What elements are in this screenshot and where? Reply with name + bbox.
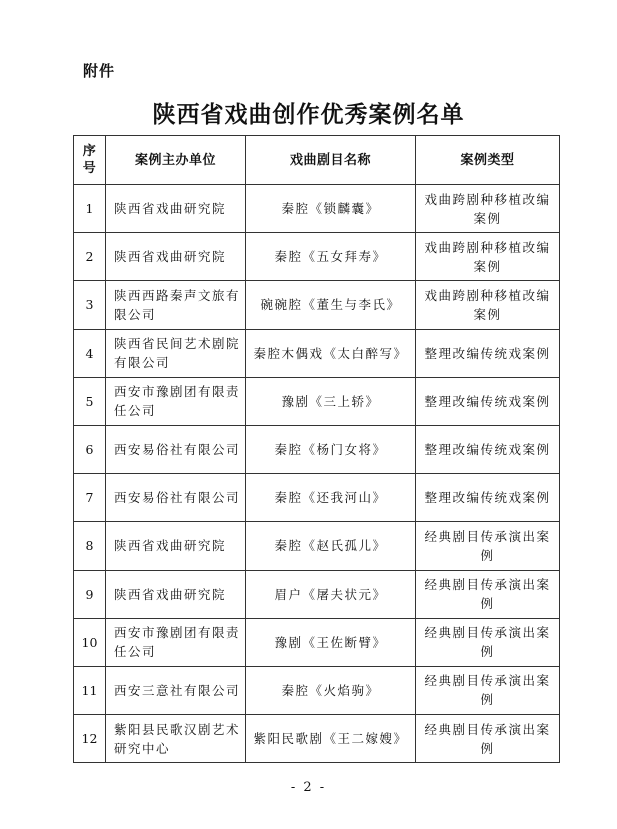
row-number: 3 (74, 281, 106, 329)
row-number: 7 (74, 474, 106, 522)
row-number: 5 (74, 377, 106, 425)
table-header-row (74, 136, 560, 185)
table-row (74, 185, 560, 233)
header-play: 戏曲剧目名称 (246, 136, 416, 185)
row-unit: 陕西省民间艺术剧院有限公司 (106, 329, 246, 377)
table-row (74, 377, 560, 425)
row-number: 4 (74, 329, 106, 377)
header-seq-line1: 序 (82, 144, 97, 159)
row-type: 整理改编传统戏案例 (416, 377, 560, 425)
row-play: 秦腔《五女拜寿》 (246, 233, 416, 281)
row-type: 整理改编传统戏案例 (416, 425, 560, 473)
table-row (74, 522, 560, 570)
header-seq-line2: 号 (82, 161, 97, 176)
row-unit: 陕西省戏曲研究院 (106, 233, 246, 281)
row-type: 经典剧目传承演出案例 (416, 666, 560, 714)
row-play: 眉户《屠夫状元》 (246, 570, 416, 618)
row-number: 8 (74, 522, 106, 570)
row-unit: 陕西省戏曲研究院 (106, 570, 246, 618)
row-unit: 西安三意社有限公司 (106, 666, 246, 714)
row-number: 2 (74, 233, 106, 281)
row-unit: 西安易俗社有限公司 (106, 425, 246, 473)
row-number: 10 (74, 618, 106, 666)
header-seq (74, 136, 106, 185)
row-unit: 西安市豫剧团有限责任公司 (106, 618, 246, 666)
page-title: 陕西省戏曲创作优秀案例名单 (152, 102, 465, 128)
row-play: 豫剧《王佐断臂》 (246, 618, 416, 666)
table-row (74, 570, 560, 618)
table-row (74, 425, 560, 473)
row-number: 11 (74, 666, 106, 714)
row-play: 碗碗腔《董生与李氏》 (246, 281, 416, 329)
row-type: 整理改编传统戏案例 (416, 474, 560, 522)
row-play: 紫阳民歌剧《王二嫁嫂》 (246, 715, 416, 763)
row-unit: 紫阳县民歌汉剧艺术研究中心 (106, 715, 246, 763)
row-number: 6 (74, 425, 106, 473)
row-number: 1 (74, 185, 106, 233)
header-type: 案例类型 (416, 136, 560, 185)
row-unit: 陕西西路秦声文旅有限公司 (106, 281, 246, 329)
attachment-label: 附件 (83, 62, 116, 80)
table-row (74, 281, 560, 329)
row-type: 经典剧目传承演出案例 (416, 570, 560, 618)
row-play: 秦腔木偶戏《太白醉写》 (246, 329, 416, 377)
table-row (74, 233, 560, 281)
row-play: 秦腔《火焰驹》 (246, 666, 416, 714)
table-row (74, 474, 560, 522)
case-list-table (73, 135, 560, 763)
row-number: 12 (74, 715, 106, 763)
row-unit: 西安市豫剧团有限责任公司 (106, 377, 246, 425)
row-play: 秦腔《赵氏孤儿》 (246, 522, 416, 570)
row-type: 经典剧目传承演出案例 (416, 618, 560, 666)
row-play: 秦腔《杨门女将》 (246, 425, 416, 473)
table-row (74, 666, 560, 714)
page-number: - 2 - (290, 780, 327, 795)
row-type: 戏曲跨剧种移植改编案例 (416, 233, 560, 281)
row-number: 9 (74, 570, 106, 618)
row-unit: 西安易俗社有限公司 (106, 474, 246, 522)
row-play: 秦腔《还我河山》 (246, 474, 416, 522)
row-type: 经典剧目传承演出案例 (416, 522, 560, 570)
row-type: 经典剧目传承演出案例 (416, 715, 560, 763)
table-row (74, 329, 560, 377)
row-unit: 陕西省戏曲研究院 (106, 185, 246, 233)
table-row (74, 618, 560, 666)
row-unit: 陕西省戏曲研究院 (106, 522, 246, 570)
row-type: 整理改编传统戏案例 (416, 329, 560, 377)
row-play: 秦腔《锁麟囊》 (246, 185, 416, 233)
row-play: 豫剧《三上轿》 (246, 377, 416, 425)
table-row (74, 715, 560, 763)
row-type: 戏曲跨剧种移植改编案例 (416, 281, 560, 329)
header-unit: 案例主办单位 (106, 136, 246, 185)
row-type: 戏曲跨剧种移植改编案例 (416, 185, 560, 233)
